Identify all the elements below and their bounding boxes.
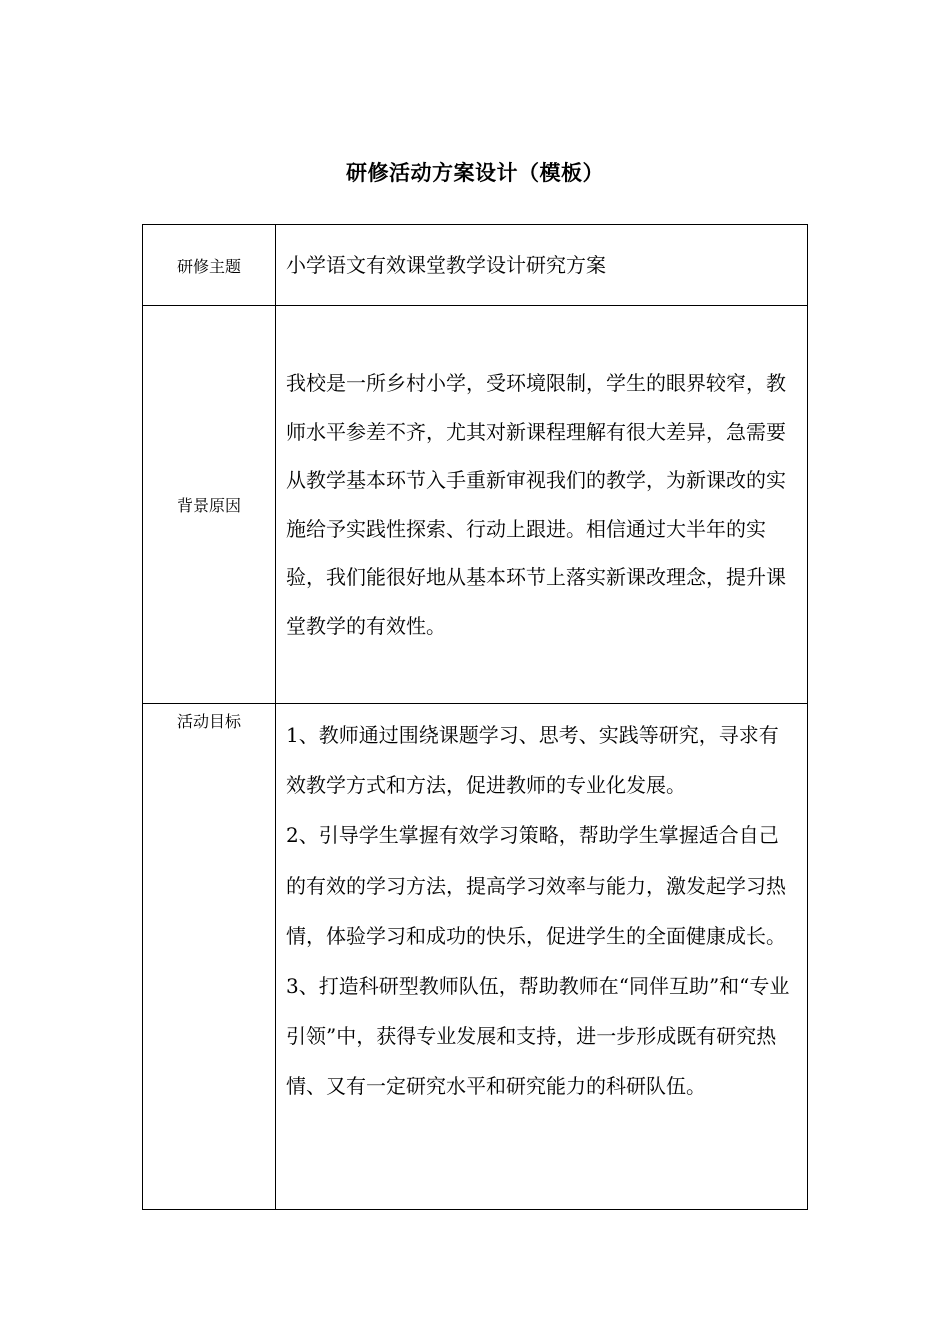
- document-title: 研修活动方案设计（模板）: [346, 160, 604, 185]
- background-text: 我校是一所乡村小学，受环境限制，学生的眼界较窄，教师水平参差不齐，尤其对新课程理解有很大差异，急需要从教学基本环节入手重新审视我们的教学，为新课改的实施给予实践性探索、行动上跟进。相信通过大半年的实验，我们能很好地从基本环节上落实新课改理念，提升课堂教学的有效性。: [286, 371, 786, 638]
- goal-item-1: 1、教师通过围绕课题学习、思考、实践等研究，寻求有效教学方式和方法，促进教师的专业化发展。: [286, 723, 779, 798]
- goals-label: 活动目标: [143, 704, 276, 1210]
- goals-cell: [276, 704, 808, 1210]
- background-cell: [276, 306, 808, 704]
- table-row-topic: [143, 225, 808, 306]
- background-label: 背景原因: [143, 306, 276, 704]
- goal-item-2: 2、引导学生掌握有效学习策略，帮助学生掌握适合自己的有效的学习方法，提高学习效率与能力，激发起学习热情，体验学习和成功的快乐，促进学生的全面健康成长。: [286, 823, 786, 948]
- table-row-goals: [143, 704, 808, 1210]
- topic-value: 小学语文有效课堂教学设计研究方案: [276, 225, 808, 306]
- plan-table: [142, 224, 808, 1210]
- topic-label: 研修主题: [143, 225, 276, 306]
- goal-item-3: 3、打造科研型教师队伍，帮助教师在“同伴互助”和“专业引领”中，获得专业发展和支持，进一步形成既有研究热情、又有一定研究水平和研究能力的科研队伍。: [286, 974, 790, 1099]
- table-row-background: [143, 306, 808, 704]
